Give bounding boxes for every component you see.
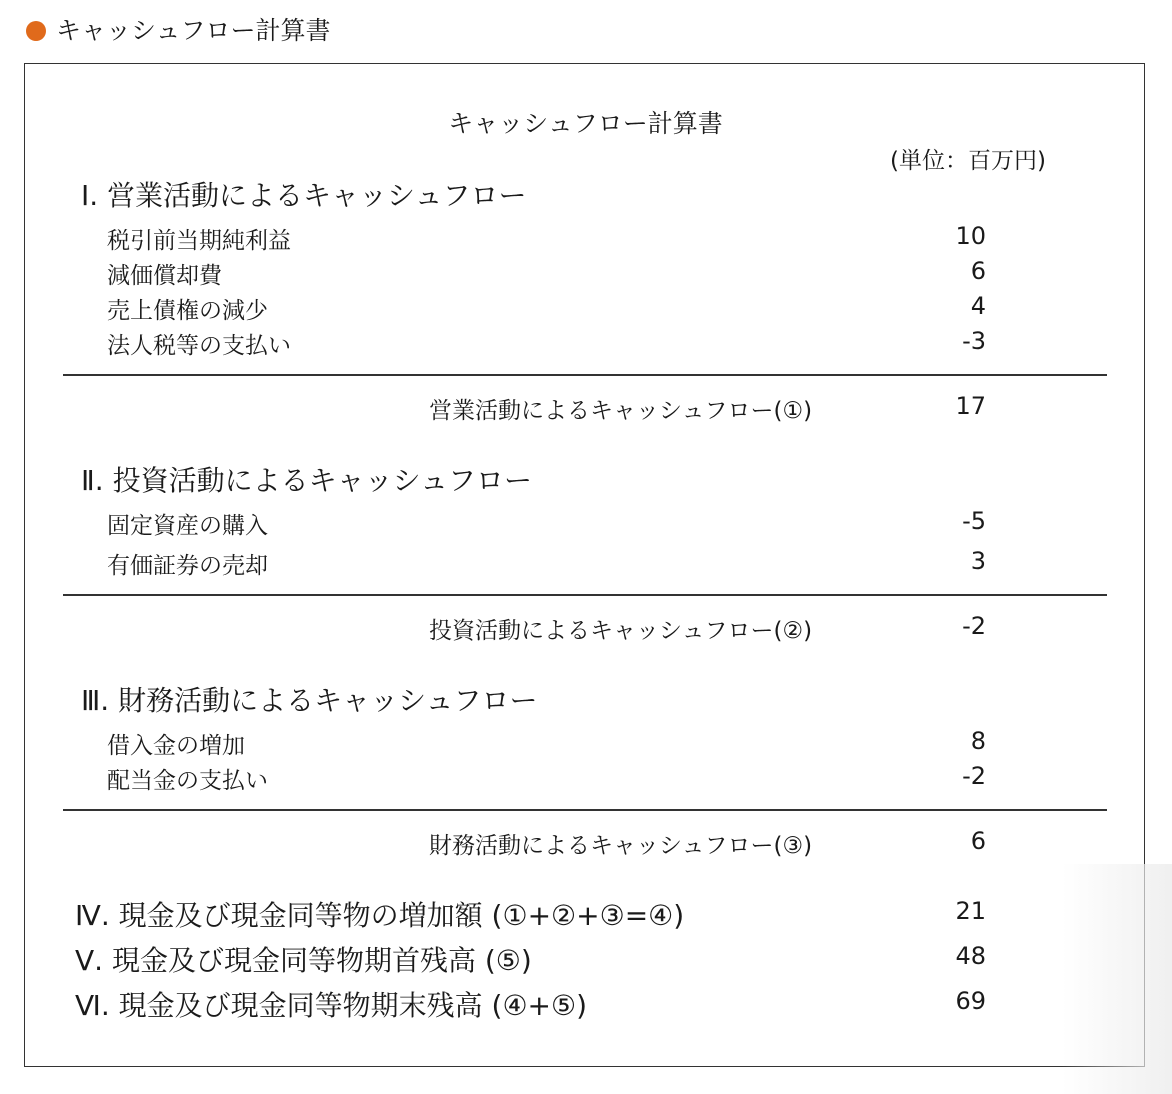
line-item-value: -2 (962, 762, 986, 790)
line-item-value: 6 (970, 257, 986, 285)
line-item-label: 固定資産の購入 (107, 513, 268, 539)
total-label-opening: Ⅴ. 現金及び現金同等物期首残高 (⑤) (75, 944, 532, 977)
subtotal-label: 投資活動によるキャッシュフロー(②) (429, 618, 813, 644)
subtotal-value: 17 (955, 392, 986, 420)
unit-label: (単位：百万円) (890, 148, 1046, 174)
line-item-label: 売上債権の減少 (107, 298, 268, 324)
line-item-value: 4 (970, 292, 986, 320)
line-item-label: 有価証券の売却 (107, 553, 268, 579)
line-item-value: -5 (962, 507, 986, 535)
line-item-label: 配当金の支払い (107, 768, 268, 794)
line-item-label: 減価償却費 (107, 263, 222, 289)
section-title-operating: Ⅰ. 営業活動によるキャッシュフロー (81, 179, 527, 212)
statement-title: キャッシュフロー計算書 (448, 109, 723, 138)
divider (63, 809, 1107, 811)
subtotal-label: 営業活動によるキャッシュフロー(①) (429, 398, 813, 424)
line-item-label: 税引前当期純利益 (107, 228, 291, 254)
line-item-value: 10 (955, 222, 986, 250)
section-title-financing: Ⅲ. 財務活動によるキャッシュフロー (81, 684, 538, 717)
divider (63, 594, 1107, 596)
total-value-increase: 21 (955, 897, 986, 925)
subtotal-value: -2 (962, 612, 986, 640)
line-item-value: 8 (970, 727, 986, 755)
line-item-label: 法人税等の支払い (107, 333, 291, 359)
total-value-closing: 69 (955, 987, 986, 1015)
subtotal-label: 財務活動によるキャッシュフロー(③) (429, 833, 813, 859)
line-item-value: 3 (970, 547, 986, 575)
subtotal-value: 6 (970, 827, 986, 855)
heading-label: キャッシュフロー計算書 (56, 16, 331, 45)
total-value-opening: 48 (955, 942, 986, 970)
total-label-closing: Ⅵ. 現金及び現金同等物期末残高 (④+⑤) (75, 989, 588, 1022)
line-item-value: -3 (962, 327, 986, 355)
total-label-increase: Ⅳ. 現金及び現金同等物の増加額 (①+②+③=④) (75, 899, 685, 932)
section-heading (26, 14, 331, 48)
section-title-investing: Ⅱ. 投資活動によるキャッシュフロー (81, 464, 533, 497)
cash-flow-statement (24, 63, 1145, 1067)
line-item-label: 借入金の増加 (107, 733, 245, 759)
divider (63, 374, 1107, 376)
bullet-dot-icon (26, 21, 46, 41)
page-edge-shadow (1062, 864, 1172, 1094)
